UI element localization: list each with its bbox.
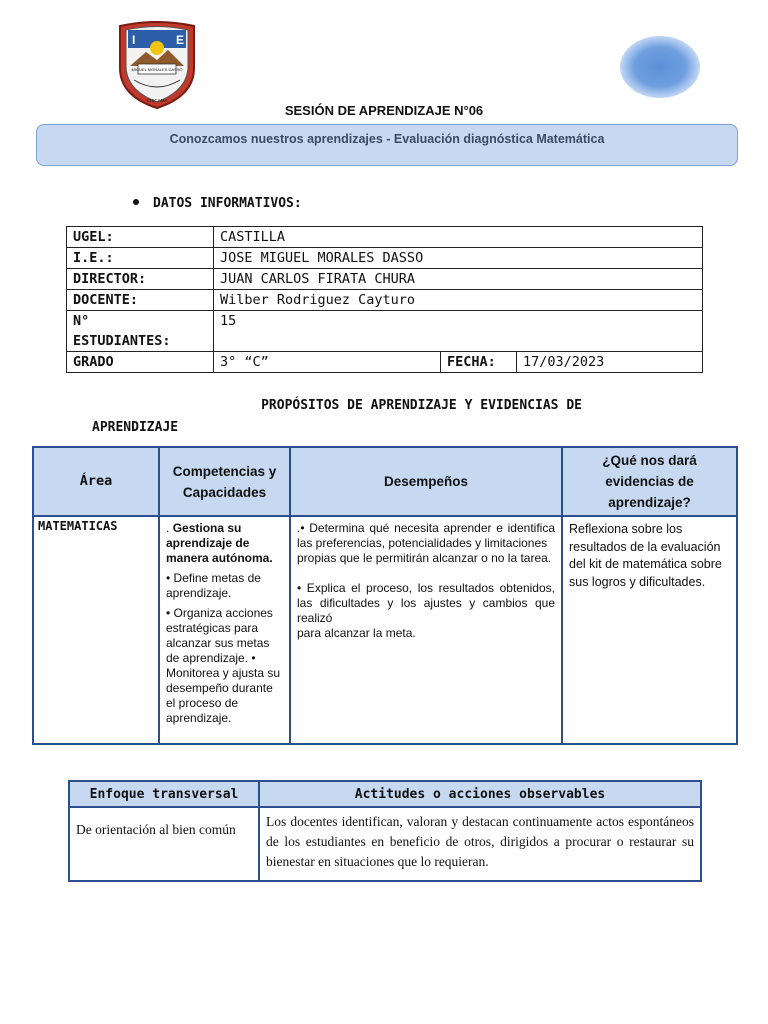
- propositos-heading-line1: PROPÓSITOS DE APRENDIZAJE Y EVIDENCIAS DE: [261, 398, 582, 413]
- desempeno-2a: • Explica el proceso, los resultados obtenidos, las dificultades y los ajustes y cambios que realizó: [297, 581, 555, 625]
- ugel-value: CASTILLA: [214, 227, 703, 248]
- grado-value: 3° “C”: [214, 352, 441, 373]
- competencia-prefix: .: [166, 521, 170, 535]
- desempeno-1a: .• Determina qué necesita aprender e identifica las preferencias, potencialidades y limitaciones: [297, 521, 555, 550]
- table-row: [67, 290, 703, 311]
- datos-informativos-heading: [133, 196, 302, 211]
- estudiantes-label: [67, 311, 214, 352]
- session-topic-text: Conozcamos nuestros aprendizajes - Evaluación diagnóstica Matemática: [169, 132, 605, 146]
- area-cell: MATEMATICAS: [33, 516, 159, 744]
- actitud-cell: Los docentes identifican, valoran y destacan continuamente actos espontáneos de los estudiantes en beneficio de otros, dirigidos a procurar o restaurar su bienestar en situaciones que lo requieran.: [259, 807, 701, 881]
- competencias-cell: [159, 516, 290, 744]
- propositos-table: [32, 446, 738, 745]
- director-value: JUAN CARLOS FIRATA CHURA: [214, 269, 703, 290]
- table-row: [69, 807, 701, 881]
- header-desempenos: Desempeños: [290, 447, 562, 516]
- table-row: [67, 311, 703, 352]
- enfoque-table: [68, 780, 702, 882]
- desempeno-2b: para alcanzar la meta.: [297, 626, 416, 640]
- svg-text:CHICAMA: CHICAMA: [146, 98, 168, 103]
- ie-label: I.E.:: [67, 248, 214, 269]
- bullet-icon: [133, 199, 139, 205]
- desempeno-1b: propias que le permitirán alcanzar o no la tarea.: [297, 551, 552, 565]
- header-enfoque: Enfoque transversal: [69, 781, 259, 807]
- desempenos-cell: [290, 516, 562, 744]
- table-row: [67, 269, 703, 290]
- header-actitudes: Actitudes o acciones observables: [259, 781, 701, 807]
- header-competencias: Competencias y Capacidades: [159, 447, 290, 516]
- info-table: [66, 226, 703, 373]
- svg-text:I: I: [132, 33, 136, 47]
- header-area: Área: [33, 447, 159, 516]
- fecha-label: FECHA:: [441, 352, 517, 373]
- header-evidencias: ¿Qué nos dará evidencias de aprendizaje?: [562, 447, 737, 516]
- fecha-value: 17/03/2023: [517, 352, 703, 373]
- evidencias-cell: Reflexiona sobre los resultados de la evaluación del kit de matemática sobre sus logros y dificultades.: [562, 516, 737, 744]
- table-row: [67, 227, 703, 248]
- session-topic-banner: [36, 124, 738, 166]
- decorative-blue-blob: [620, 36, 700, 98]
- estudiantes-label-line1: N°: [73, 313, 90, 329]
- table-header-row: [33, 447, 737, 516]
- table-row: [67, 248, 703, 269]
- propositos-heading-line2: APRENDIZAJE: [92, 420, 179, 435]
- capacidad-2: • Organiza acciones estratégicas para alcanzar sus metas de aprendizaje. • Monitorea y ajusta su desempeño durante el proceso de aprendizaje.: [166, 606, 281, 725]
- docente-value: Wilber Rodriguez Cayturo: [214, 290, 703, 311]
- propositos-heading: [92, 395, 582, 439]
- enfoque-cell: De orientación al bien común: [69, 807, 259, 881]
- director-label: DIRECTOR:: [67, 269, 214, 290]
- table-row: [33, 516, 737, 744]
- school-logo: [116, 18, 198, 110]
- estudiantes-label-line2: ESTUDIANTES:: [73, 333, 171, 349]
- table-row: [67, 352, 703, 373]
- svg-text:E: E: [176, 33, 185, 47]
- capacidad-1: • Define metas de aprendizaje.: [166, 571, 261, 600]
- docente-label: DOCENTE:: [67, 290, 214, 311]
- estudiantes-value: 15: [214, 311, 703, 352]
- table-header-row: [69, 781, 701, 807]
- datos-informativos-label: DATOS INFORMATIVOS:: [153, 196, 302, 211]
- ugel-label: UGEL:: [67, 227, 214, 248]
- grado-label: GRADO: [67, 352, 214, 373]
- ie-value: JOSE MIGUEL MORALES DASSO: [214, 248, 703, 269]
- session-title: SESIÓN DE APRENDIZAJE N°06: [284, 103, 484, 118]
- competencia-text: Gestiona su aprendizaje de manera autónoma.: [166, 521, 273, 565]
- svg-text:MIGUEL MORALES DASSO: MIGUEL MORALES DASSO: [131, 67, 183, 72]
